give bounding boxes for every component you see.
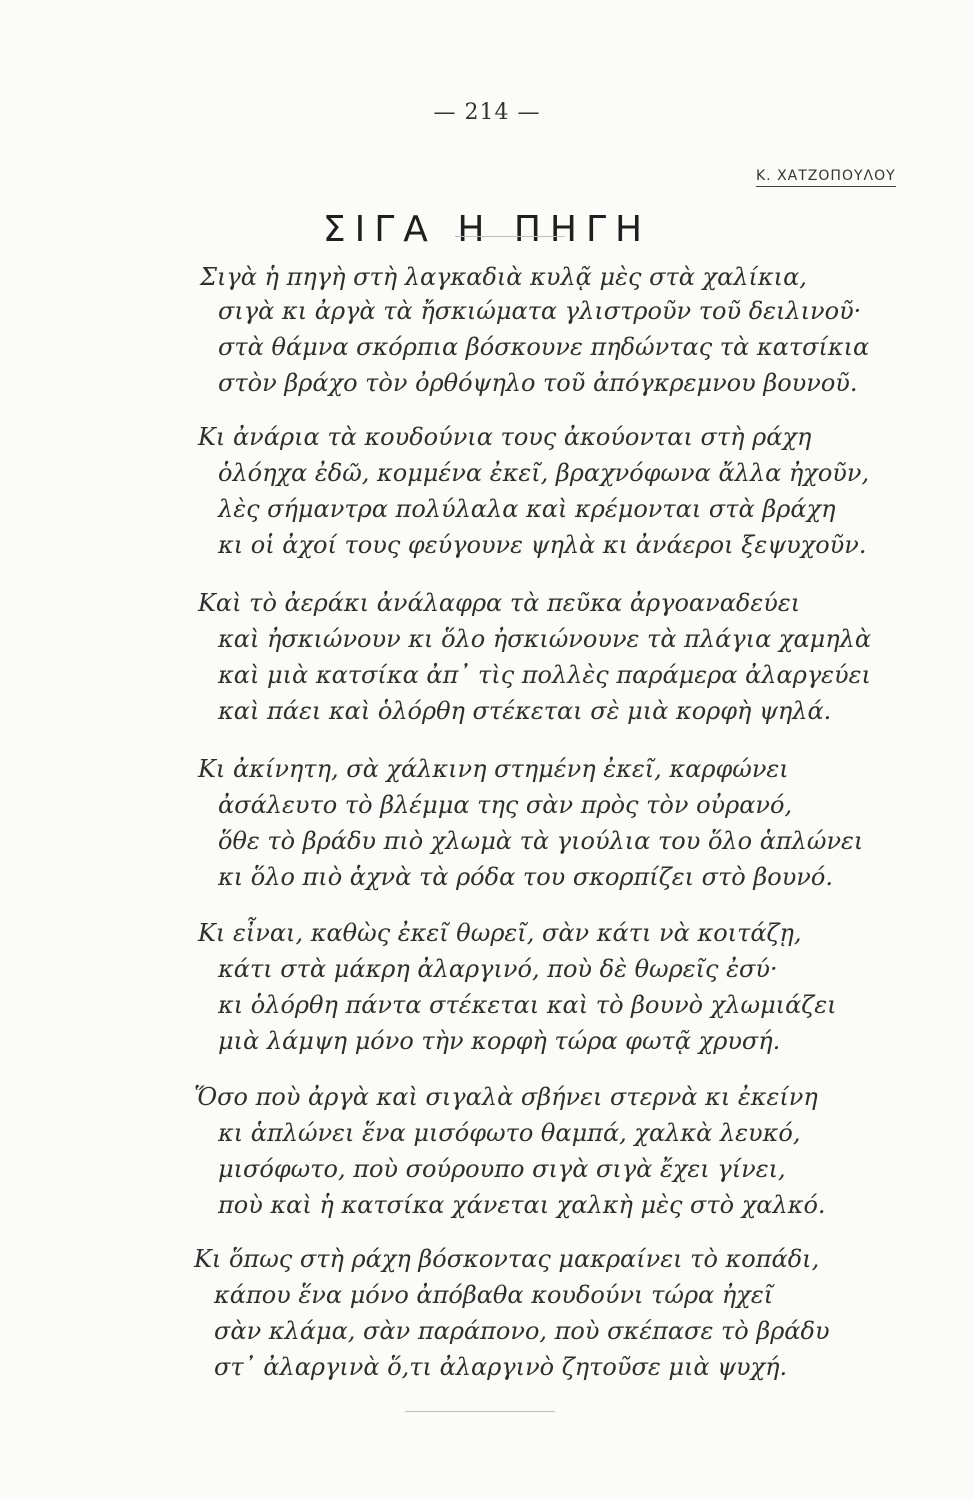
title-rule [455, 236, 565, 237]
poem-line: Καὶ τὸ ἀεράκι ἀνάλαφρα τὰ πεῦκα ἀργοαναδεύει [198, 589, 801, 617]
poem-line: καὶ πάει καὶ ὁλόρθη στέκεται σὲ μιὰ κορφὴ ψηλά. [218, 697, 832, 725]
poem-line: μισόφωτο, ποὺ σούρουπο σιγὰ σιγὰ ἔχει γίνει, [218, 1155, 786, 1183]
poem-line: ἀσάλευτο τὸ βλέμμα της σὰν πρὸς τὸν οὐρανό, [218, 791, 793, 819]
poem-line: κι οἱ ἀχοί τους φεύγουνε ψηλὰ κι ἀνάεροι ξεψυχοῦν. [218, 531, 867, 559]
page-number: — 214 — [433, 100, 541, 125]
poem-title: ΣΙΓΑ Η ΠΗΓΗ [322, 209, 652, 251]
poem-line: Κι ὅπως στὴ ράχη βόσκοντας μακραίνει τὸ κοπάδι, [194, 1245, 820, 1273]
end-rule [405, 1411, 555, 1412]
author-name: Κ. ΧΑΤΖΟΠΟΥΛΟΥ [756, 168, 896, 187]
poem-line: Κι εἶναι, καθὼς ἐκεῖ θωρεῖ, σὰν κάτι νὰ κοιτάζῃ, [198, 919, 802, 947]
poem-line: καὶ ἠσκιώνουν κι ὅλο ἠσκιώνουνε τὰ πλάγια χαμηλὰ [218, 625, 872, 653]
poem-line: Κι ἀκίνητη, σὰ χάλκινη στημένη ἐκεῖ, καρφώνει [198, 755, 789, 783]
poem-line: καὶ μιὰ κατσίκα ἀπ᾿ τὶς πολλὲς παράμερα ἀλαργεύει [218, 661, 871, 689]
poem-line: στὸν βράχο τὸν ὀρθόψηλο τοῦ ἀπόγκρεμνου βουνοῦ. [218, 369, 858, 397]
poem-line: σὰν κλάμα, σὰν παράπονο, ποὺ σκέπασε τὸ βράδυ [214, 1317, 830, 1345]
poem-line: σιγὰ κι ἀργὰ τὰ ἤσκιώματα γλιστροῦν τοῦ δειλινοῦ· [218, 297, 862, 325]
poem-line: κι ὁλόρθη πάντα στέκεται καὶ τὸ βουνὸ χλωμιάζει [218, 991, 837, 1019]
poem-line: ὅθε τὸ βράδυ πιὸ χλωμὰ τὰ γιούλια του ὅλο ἁπλώνει [218, 827, 864, 855]
poem-line: στ᾿ ἀλαργινὰ ὅ,τι ἀλαργινὸ ζητοῦσε μιὰ ψυχή. [214, 1353, 788, 1381]
poem-line: κάτι στὰ μάκρη ἀλαργινό, ποὺ δὲ θωρεῖς ἐσύ· [218, 955, 778, 983]
poem-line: κάπου ἕνα μόνο ἀπόβαθα κουδούνι τώρα ἠχεῖ [214, 1281, 774, 1309]
poem-line: Κι ἀνάρια τὰ κουδούνια τους ἀκούονται στὴ ράχη [198, 423, 812, 451]
poem-line: μιὰ λάμψη μόνο τὴν κορφὴ τώρα φωτᾷ χρυσή. [218, 1027, 781, 1055]
poem-line: κι ὅλο πιὸ ἁχνὰ τὰ ρόδα του σκορπίζει στὸ βουνό. [218, 863, 833, 891]
poem-line: ὁλόηχα ἐδῶ, κομμένα ἐκεῖ, βραχνόφωνα ἄλλα ἠχοῦν, [218, 459, 870, 487]
poem-line: λὲς σήμαντρα πολύλαλα καὶ κρέμονται στὰ βράχη [218, 495, 836, 523]
poem-line: ποὺ καὶ ἡ κατσίκα χάνεται χαλκὴ μὲς στὸ χαλκό. [218, 1191, 826, 1219]
poem-line: κι ἁπλώνει ἕνα μισόφωτο θαμπά, χαλκὰ λευκό, [218, 1119, 801, 1147]
poem-line: στὰ θάμνα σκόρπια βόσκουνε πηδώντας τὰ κατσίκια [218, 333, 870, 361]
poem-line: Σιγὰ ἡ πηγὴ στὴ λαγκαδιὰ κυλᾷ μὲς στὰ χαλίκια, [200, 263, 807, 291]
poem-line: Ὅσο ποὺ ἀργὰ καὶ σιγαλὰ σβήνει στερνὰ κι ἐκείνη [194, 1083, 818, 1111]
